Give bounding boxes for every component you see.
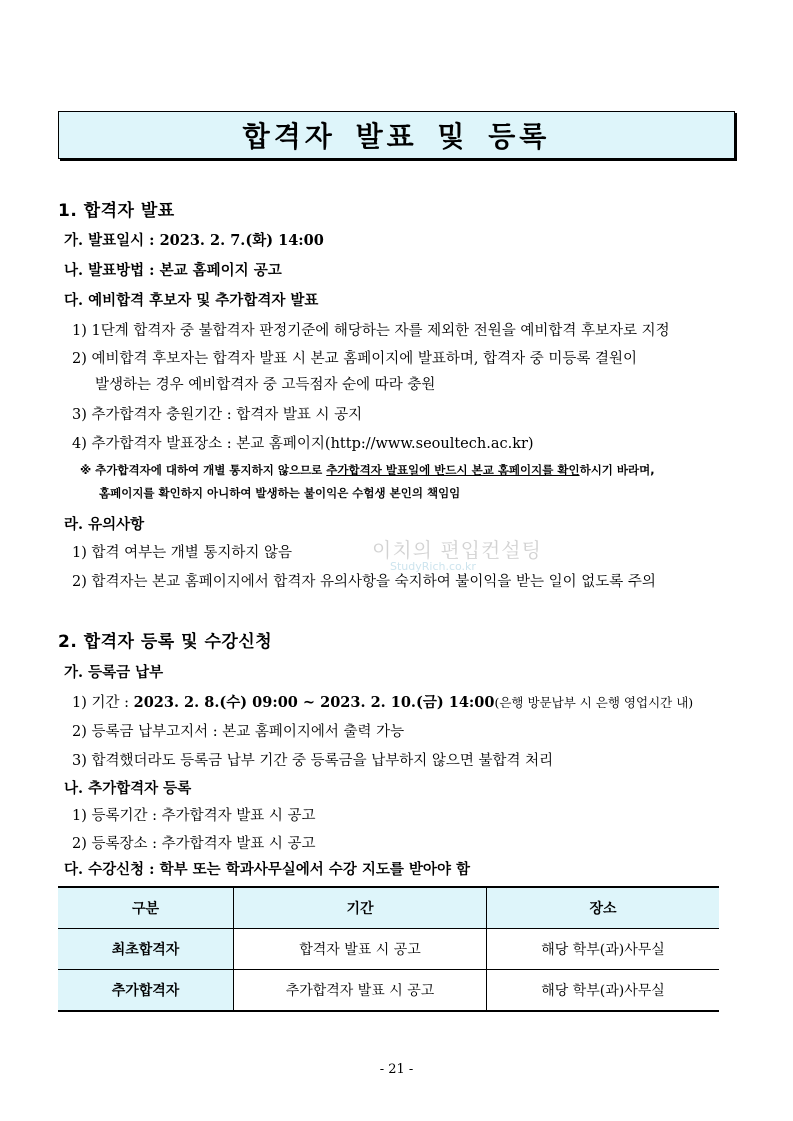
table-row (58, 929, 719, 970)
caution-item-1: 1) 합격 여부는 개별 통지하지 않음 (72, 545, 293, 561)
waitlist-item-2: 2) 예비합격 후보자는 합격자 발표 시 본교 홈페이지에 발표하며, 합격자 중 미등록 결원이 (72, 351, 638, 367)
notice-emphasis: 추가합격자 발표일에 반드시 본교 홈페이지를 확인 (326, 463, 580, 477)
table-cell-type: 최초합격자 (58, 929, 234, 970)
notice-line-2: 홈페이지를 확인하지 아니하여 발생하는 불이익은 수험생 본인의 책임임 (99, 486, 461, 500)
waitlist-heading: 다. 예비합격 후보자 및 추가합격자 발표 (64, 292, 319, 309)
tuition-heading: 가. 등록금 납부 (64, 664, 164, 681)
extra-registration-item-1: 1) 등록기간 : 추가합격자 발표 시 공고 (72, 808, 316, 824)
table-row (58, 970, 719, 1012)
table-cell-period: 합격자 발표 시 공고 (234, 929, 487, 970)
registration-table (58, 886, 719, 1012)
section1-heading: 1. 합격자 발표 (58, 201, 175, 221)
tuition-period-note: (은행 방문납부 시 은행 영업시간 내) (494, 695, 694, 710)
extra-registration-heading: 나. 추가합격자 등록 (64, 780, 192, 797)
table-header-period: 기간 (234, 887, 487, 929)
table-cell-place: 해당 학부(과)사무실 (487, 970, 720, 1012)
page-title: 합격자 발표 및 등록 (58, 111, 735, 159)
table-header-place: 장소 (487, 887, 720, 929)
tuition-item-1 (72, 691, 693, 712)
table-header-row (58, 887, 719, 929)
caution-item-2: 2) 합격자는 본교 홈페이지에서 합격자 유의사항을 숙지하여 불이익을 받는 일이 없도록 주의 (72, 574, 656, 590)
notice-line-1 (80, 462, 655, 478)
extra-registration-item-2: 2) 등록장소 : 추가합격자 발표 시 공고 (72, 836, 316, 852)
course-registration-heading: 다. 수강신청 : 학부 또는 학과사무실에서 수강 지도를 받아야 함 (64, 861, 471, 878)
waitlist-item-4: 4) 추가합격자 발표장소 : 본교 홈페이지(http://www.seoultech.ac.kr) (72, 436, 534, 452)
caution-heading: 라. 유의사항 (64, 516, 145, 533)
table-header-type: 구분 (58, 887, 234, 929)
tuition-item-3: 3) 합격했더라도 등록금 납부 기간 중 등록금을 납부하지 않으면 불합격 처리 (72, 753, 554, 769)
announce-datetime: 가. 발표일시 : 2023. 2. 7.(화) 14:00 (64, 232, 324, 249)
waitlist-item-3: 3) 추가합격자 충원기간 : 합격자 발표 시 공지 (72, 407, 363, 423)
watermark-url: StudyRich.co.kr (390, 560, 476, 573)
section2-heading: 2. 합격자 등록 및 수강신청 (58, 632, 273, 652)
page-number: - 21 - (379, 1062, 414, 1077)
table-cell-place: 해당 학부(과)사무실 (487, 929, 720, 970)
table-cell-period: 추가합격자 발표 시 공고 (234, 970, 487, 1012)
waitlist-item-1: 1) 1단계 합격자 중 불합격자 판정기준에 해당하는 자를 제외한 전원을 예비합격 후보자로 지정 (72, 323, 670, 339)
table-cell-type: 추가합격자 (58, 970, 234, 1012)
tuition-period-dates: 2023. 2. 8.(수) 09:00 ~ 2023. 2. 10.(금) 14:00 (133, 694, 495, 711)
waitlist-item-2-cont: 발생하는 경우 예비합격자 중 고득점자 순에 따라 충원 (95, 377, 436, 393)
notice-prefix: ※ 추가합격자에 대하여 개별 통지하지 않으므로 (80, 463, 327, 477)
tuition-item-2: 2) 등록금 납부고지서 : 본교 홈페이지에서 출력 가능 (72, 724, 405, 740)
announce-method: 나. 발표방법 : 본교 홈페이지 공고 (64, 262, 282, 279)
notice-suffix: 하시기 바라며, (579, 463, 655, 477)
watermark-logo: 이치의 편입컨설팅 (372, 538, 542, 562)
tuition-period-label: 1) 기간 : (72, 695, 134, 711)
